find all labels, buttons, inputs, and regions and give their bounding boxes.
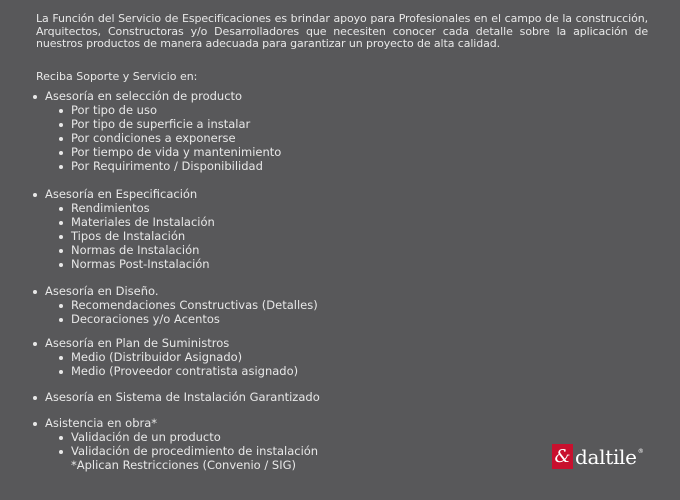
list-item: Por condiciones a exponerse	[59, 131, 281, 145]
logo-wordmark: daltile	[575, 444, 637, 469]
daltile-logo	[552, 444, 644, 469]
ampersand-logo-icon	[552, 444, 573, 469]
section-title: Asesoría en selección de producto	[33, 89, 281, 103]
section-title: Asesoría en Sistema de Instalación Garantizado	[33, 390, 320, 404]
list-item: Validación de un producto	[59, 430, 318, 444]
sub-list	[59, 298, 318, 326]
list-item: Medio (Proveedor contratista asignado)	[59, 364, 298, 378]
section-supply-plan	[33, 336, 298, 378]
list-item: Normas de Instalación	[59, 243, 215, 257]
list-item: Por tipo de superficie a instalar	[59, 117, 281, 131]
section-specification	[33, 187, 215, 271]
list-item: Validación de procedimiento de instalación	[59, 444, 318, 458]
section-title: Asesoría en Diseño.	[33, 284, 318, 298]
section-title: Asistencia en obra*	[33, 416, 318, 430]
registered-mark: ®	[637, 448, 644, 455]
section-title: Asesoría en Especificación	[33, 187, 215, 201]
list-item: Tipos de Instalación	[59, 229, 215, 243]
list-item: Materiales de Instalación	[59, 215, 215, 229]
sub-list	[59, 201, 215, 271]
sub-list	[59, 350, 298, 378]
section-site-assistance	[33, 416, 318, 472]
restrictions-note: *Aplican Restricciones (Convenio / SIG)	[71, 458, 296, 472]
lead-text: Reciba Soporte y Servicio en:	[36, 70, 198, 83]
sub-list	[59, 430, 318, 458]
list-item: Por tipo de uso	[59, 103, 281, 117]
logo-mark-glyph: &	[554, 445, 571, 467]
list-item: Decoraciones y/o Acentos	[59, 312, 318, 326]
section-title: Asesoría en Plan de Suministros	[33, 336, 298, 350]
list-item: Medio (Distribuidor Asignado)	[59, 350, 298, 364]
list-item: Normas Post-Instalación	[59, 257, 215, 271]
intro-paragraph: La Función del Servicio de Especificaciones es brindar apoyo para Profesionales en el campo de la construcción, Arquitectos, Constructoras y/o Desarrolladores que necesiten conocer cada detalle sobre la aplicación de nuestros productos de manera adecuada para garantizar un proyecto de alta calidad.	[36, 12, 648, 50]
list-item: Rendimientos	[59, 201, 215, 215]
list-item: Por Requirimento / Disponibilidad	[59, 159, 281, 173]
list-item: Recomendaciones Constructivas (Detalles)	[59, 298, 318, 312]
section-installation-system	[33, 390, 320, 404]
section-product-selection	[33, 89, 281, 173]
section-design	[33, 284, 318, 326]
list-item: Por tiempo de vida y mantenimiento	[59, 145, 281, 159]
sub-list	[59, 103, 281, 173]
